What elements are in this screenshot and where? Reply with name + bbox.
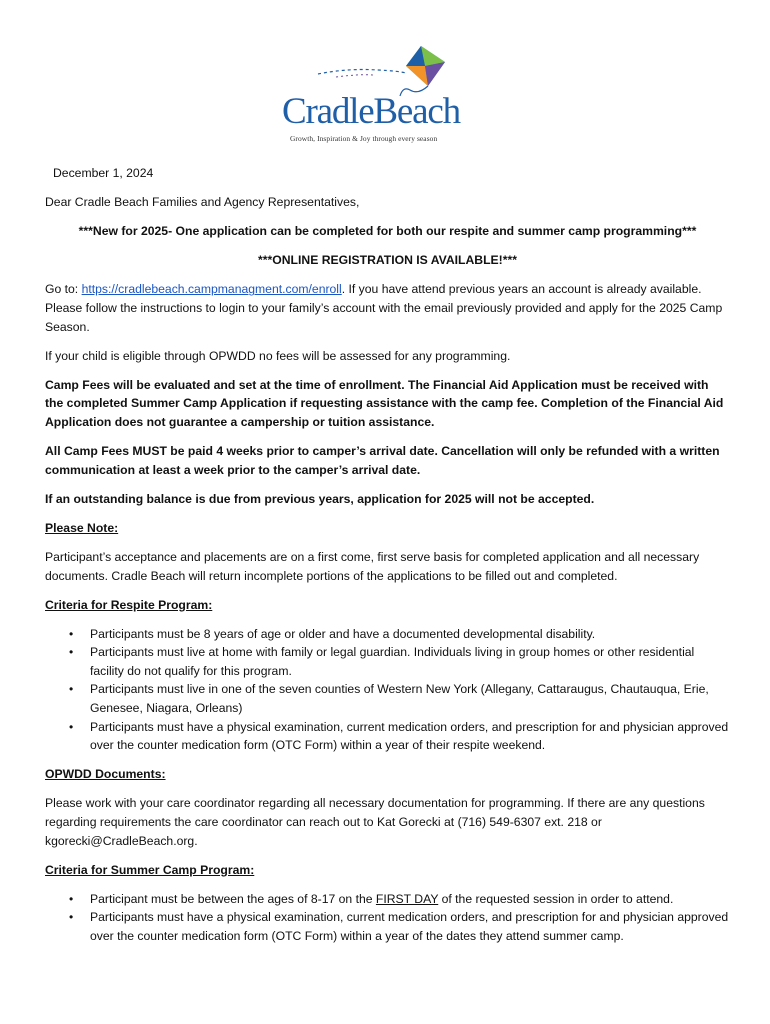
goto-paragraph (45, 280, 730, 336)
list-item: • Participants must live at home with family or legal guardian. Individuals living in group homes or other residential facility do not qualify for this program. (45, 643, 730, 680)
respite-criteria-heading: Criteria for Respite Program: (45, 597, 213, 612)
payment-paragraph: All Camp Fees MUST be paid 4 weeks prior to camper’s arrival date. Cancellation will only be refunded with a written communication at least a week prior to the camper’s arrival date. (45, 444, 720, 477)
opwdd-documents-paragraph: Please work with your care coordinator regarding all necessary documentation for programming. If there are any questions regarding requirements the care coordinator can reach out to Kat Gorecki at (716) 549-6307 ext. 218 or kgorecki@CradleBeach.org. (45, 796, 705, 848)
opwdd-eligible-paragraph: If your child is eligible through OPWDD no fees will be assessed for any programming. (45, 348, 511, 363)
salutation: Dear Cradle Beach Families and Agency Representatives, (45, 195, 360, 210)
enroll-link[interactable]: https://cradlebeach.campmanagment.com/enroll (81, 282, 342, 297)
list-item: • Participants must have a physical examination, current medication orders, and prescription for and physician approved over the counter medication form (OTC Form) within a year of the dates they attend summer camp. (45, 908, 730, 945)
list-item: • Participants must live in one of the seven counties of Western New York (Allegany, Cattaraugus, Chautauqua, Erie, Genesee, Niagara, Orleans) (45, 680, 730, 717)
list-item: • Participants must be 8 years of age or older and have a documented developmental disability. (45, 625, 730, 644)
summer-item1-prefix: Participant must be between the ages of 8-17 on the (90, 891, 376, 906)
please-note-paragraph: Participant’s acceptance and placements are on a first come, first serve basis for completed application and all necessary documents. Cradle Beach will return incomplete portions of the applications to be filled out and completed. (45, 549, 700, 583)
letter-body (45, 164, 730, 956)
balance-paragraph: If an outstanding balance is due from previous years, application for 2025 will not be accepted. (45, 491, 595, 506)
list-item: • Participants must have a physical examination, current medication orders, and prescription for and physician approved over the counter medication form (OTC Form) within a year of their respite weekend. (45, 718, 730, 755)
goto-prefix: Go to: (45, 282, 82, 297)
summer-criteria-list (45, 890, 730, 946)
goto-suffix: . If you have attend previous years an account is already available. Please follow the instructions to login to your family’s account with the email previously provided and apply for the 2025 Camp Season. (45, 282, 723, 334)
banner-online-registration: ***ONLINE REGISTRATION IS AVAILABLE!*** (258, 253, 517, 268)
letter-date: December 1, 2024 (53, 166, 154, 180)
logo-wordmark: CradleBeach (282, 91, 460, 132)
banner-new-2025: ***New for 2025- One application can be completed for both our respite and summer camp programming*** (78, 224, 697, 239)
please-note-heading: Please Note: (45, 520, 119, 535)
cradle-beach-logo (278, 40, 478, 150)
respite-criteria-list (45, 625, 730, 755)
opwdd-documents-heading: OPWDD Documents: (45, 767, 166, 782)
summer-criteria-heading: Criteria for Summer Camp Program: (45, 862, 255, 877)
logo-tagline: Growth, Inspiration & Joy through every season (290, 134, 438, 143)
first-day-emphasis: FIRST DAY (375, 891, 439, 906)
summer-item1-suffix: of the requested session in order to attend. (438, 891, 674, 906)
list-item (45, 890, 730, 909)
fees-paragraph: Camp Fees will be evaluated and set at the time of enrollment. The Financial Aid Application must be received with the completed Summer Camp Application if requesting assistance with the camp fee. Completion of the Financial Aid Application does not guarantee a campership or tuition assistance. (45, 377, 724, 429)
